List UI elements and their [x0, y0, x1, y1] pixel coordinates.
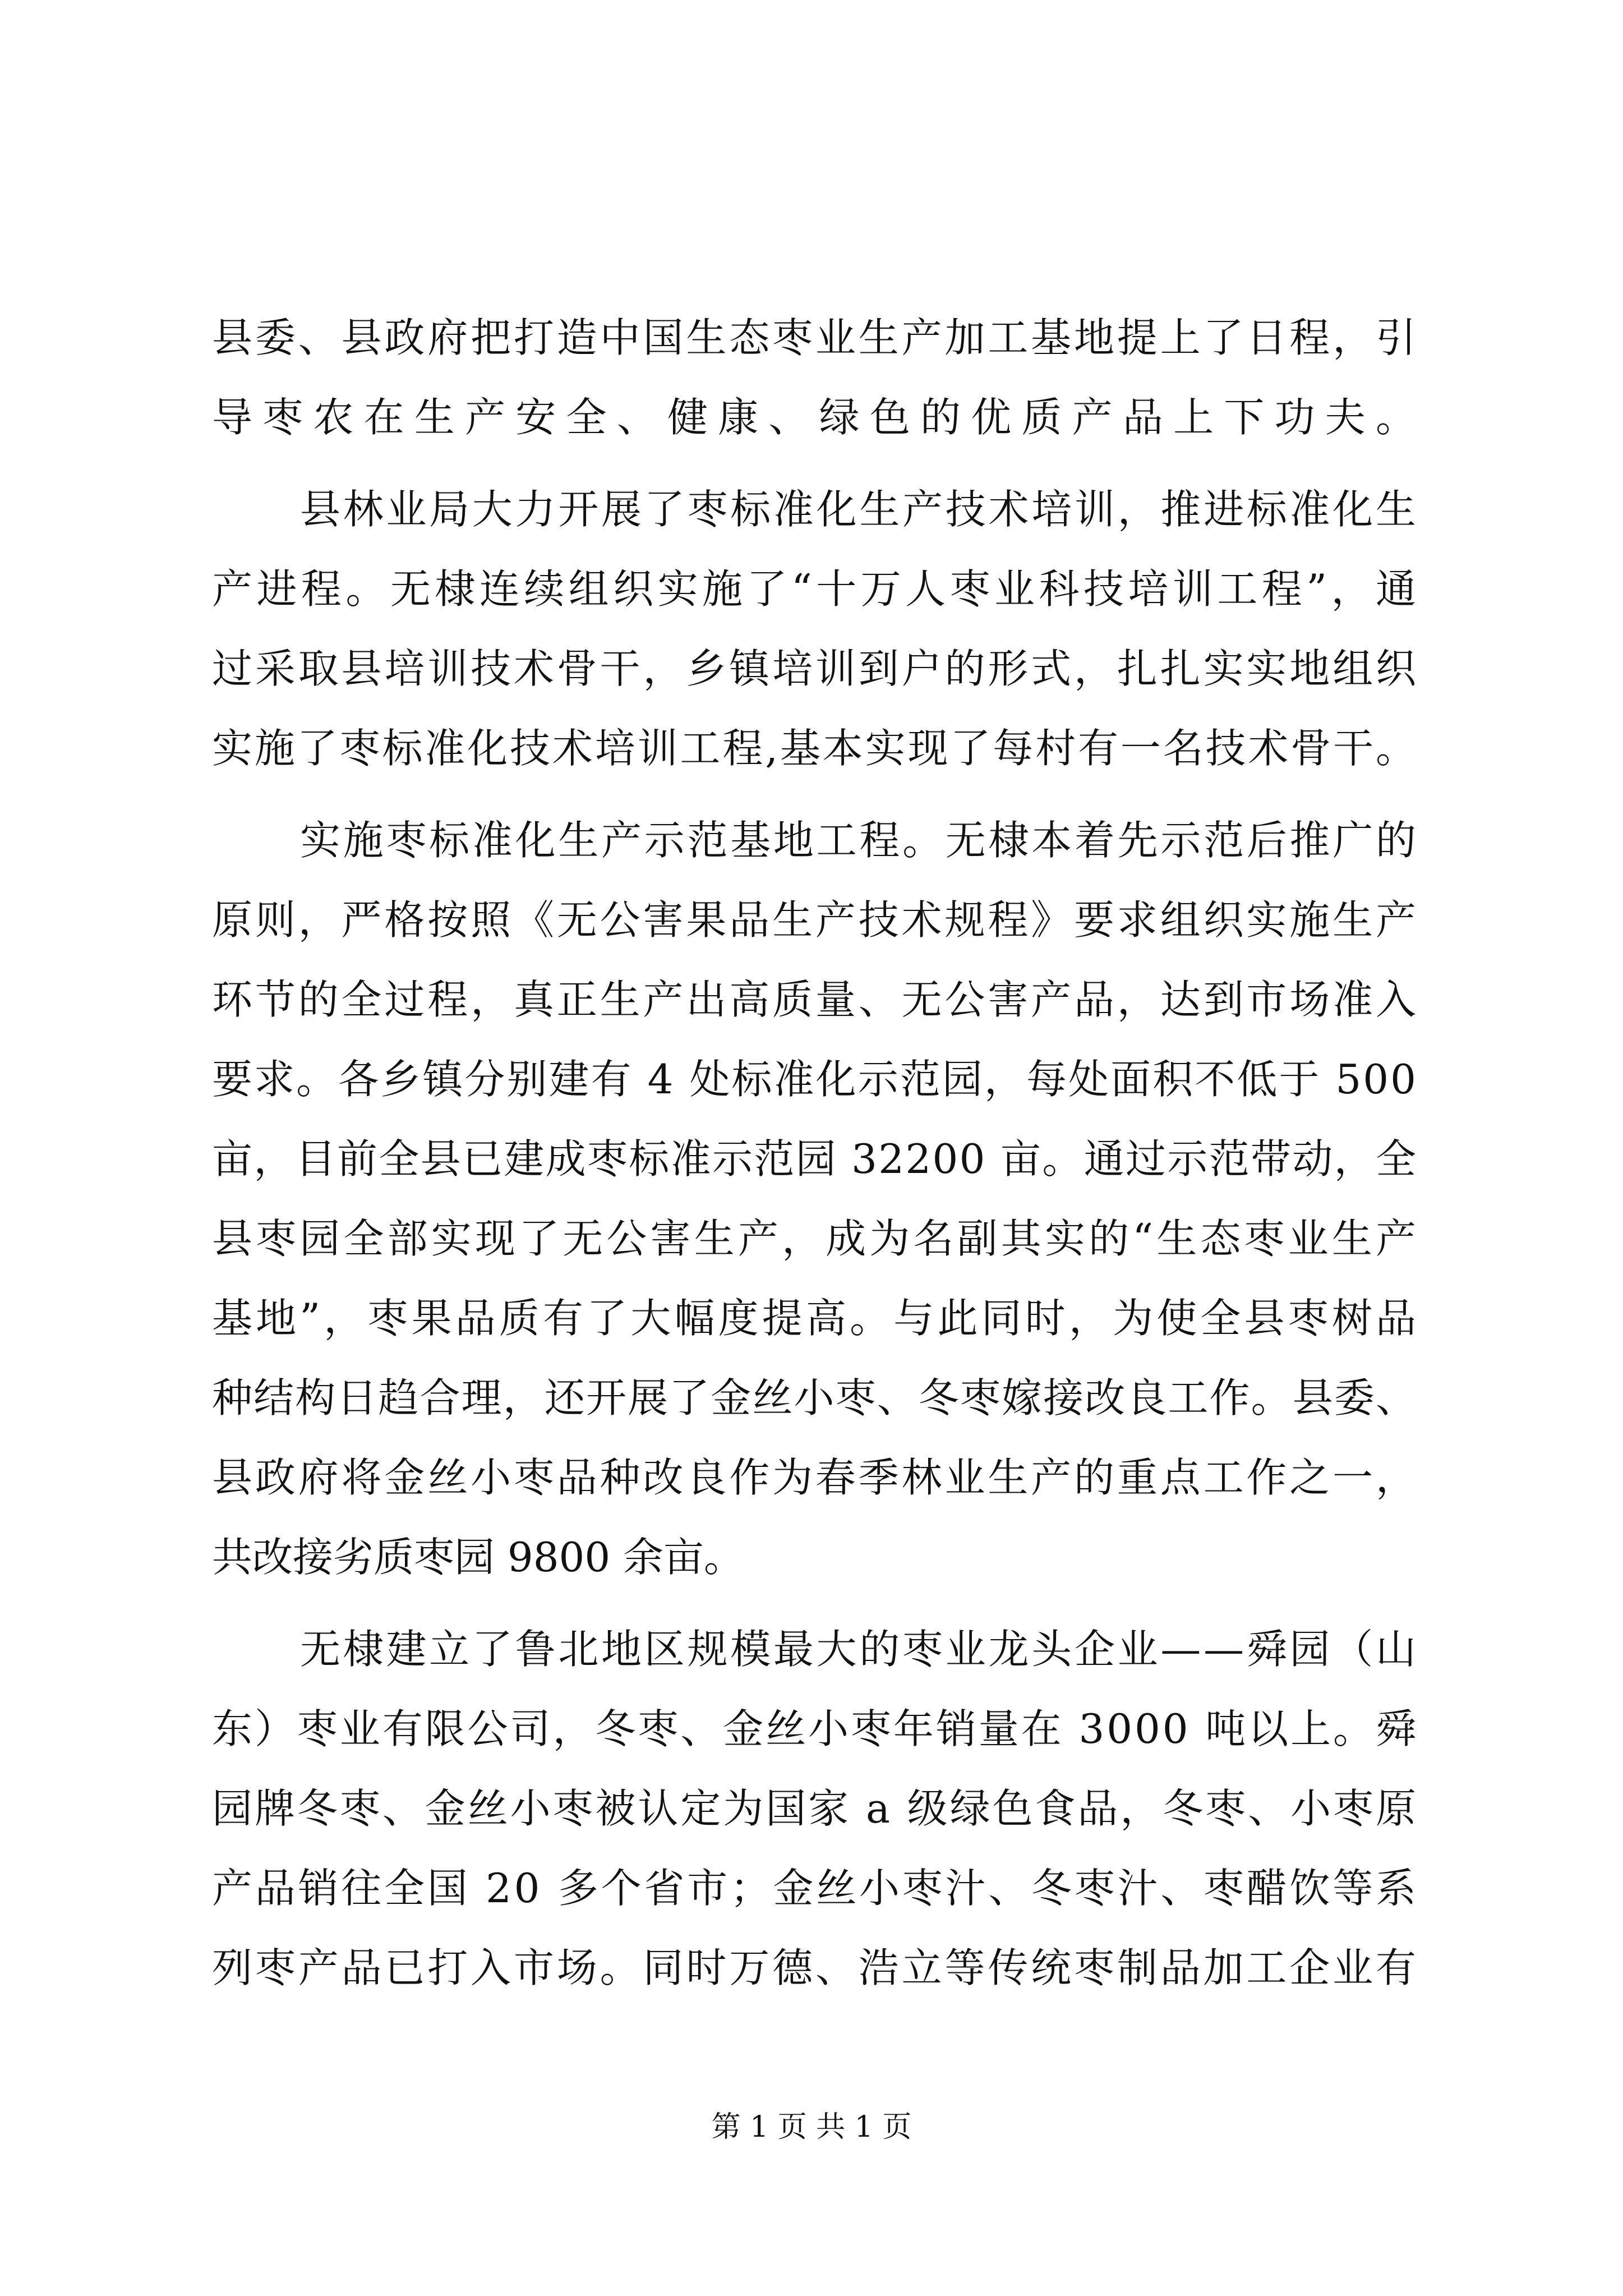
text-line [0, 386, 1623, 448]
text-line-content: 环节的全过程，真正生产出高质量、无公害产品，达到市场准入 [212, 976, 1419, 1023]
text-line-content: 基地”，枣果品质有了大幅度提高。与此同时，为使全县枣树品 [212, 1295, 1420, 1342]
text-line [0, 809, 1623, 871]
text-line [0, 889, 1623, 951]
text-line [0, 717, 1623, 779]
text-line [0, 638, 1623, 700]
page-footer [0, 2105, 1623, 2150]
text-line-content: 亩，目前全县已建成枣标准示范园 32200 亩。通过示范带动，全 [212, 1135, 1418, 1182]
text-line-content: 导枣农在生产安全、健康、绿色的优质产品上下功夫。 [212, 394, 1427, 441]
text-line [0, 1857, 1623, 1919]
text-line [0, 1367, 1623, 1429]
text-line-content: 实施了枣标准化技术培训工程,基本实现了每村有一名技术骨干。 [212, 725, 1418, 772]
text-line-content: 种结构日趋合理，还开展了金丝小枣、冬枣嫁接改良工作。县委、 [212, 1374, 1418, 1421]
text-line [0, 1128, 1623, 1190]
text-line [0, 1698, 1623, 1760]
text-line [0, 1287, 1623, 1349]
text-line-content: 产进程。无棣连续组织实施了“十万人枣业科技培训工程”，通 [212, 565, 1421, 613]
text-line [0, 307, 1623, 369]
text-line-content: 产品销往全国 20 多个省市；金丝小枣汁、冬枣汁、枣醋饮等系 [212, 1865, 1419, 1912]
text-line [0, 1937, 1623, 1999]
text-line-content: 实施枣标准化生产示范基地工程。无棣本着先示范后推广的 [300, 817, 1419, 864]
text-line [0, 1208, 1623, 1269]
text-line [0, 1526, 1623, 1588]
text-line-content: 园牌冬枣、金丝小枣被认定为国家 a 级绿色食品，冬枣、小枣原 [212, 1785, 1418, 1832]
text-line [0, 1778, 1623, 1839]
text-line-content: 东）枣业有限公司，冬枣、金丝小枣年销量在 3000 吨以上。舜 [212, 1705, 1418, 1752]
text-line-content: 县林业局大力开展了枣标准化生产技术培训，推进标准化生 [300, 486, 1419, 533]
text-line-content: 县委、县政府把打造中国生态枣业生产加工基地提上了日程，引 [212, 314, 1419, 361]
text-line-content: 共改接劣质枣园 9800 余亩。 [212, 1534, 745, 1581]
text-line-content: 县枣园全部实现了无公害生产，成为名副其实的“生态枣业生产 [212, 1215, 1420, 1262]
text-line-content: 过采取县培训技术骨干，乡镇培训到户的形式，扎扎实实地组织 [212, 645, 1419, 692]
page-number: 第 1 页 共 1 页 [711, 2110, 912, 2144]
text-line-content: 列枣产品已打入市场。同时万德、浩立等传统枣制品加工企业有 [212, 1944, 1419, 1991]
text-line [0, 478, 1623, 540]
text-line [0, 558, 1623, 620]
text-line [0, 969, 1623, 1030]
text-line-content: 要求。各乡镇分别建有 4 处标准化示范园，每处面积不低于 500 [212, 1056, 1418, 1103]
text-line [0, 1048, 1623, 1110]
text-line [0, 1618, 1623, 1680]
text-line-content: 原则，严格按照《无公害果品生产技术规程》要求组织实施生产 [212, 896, 1419, 944]
text-line-content: 县政府将金丝小枣品种改良作为春季林业生产的重点工作之一， [212, 1454, 1419, 1501]
text-line-content: 无棣建立了鲁北地区规模最大的枣业龙头企业——舜园（山 [300, 1626, 1419, 1673]
text-line [0, 1447, 1623, 1508]
